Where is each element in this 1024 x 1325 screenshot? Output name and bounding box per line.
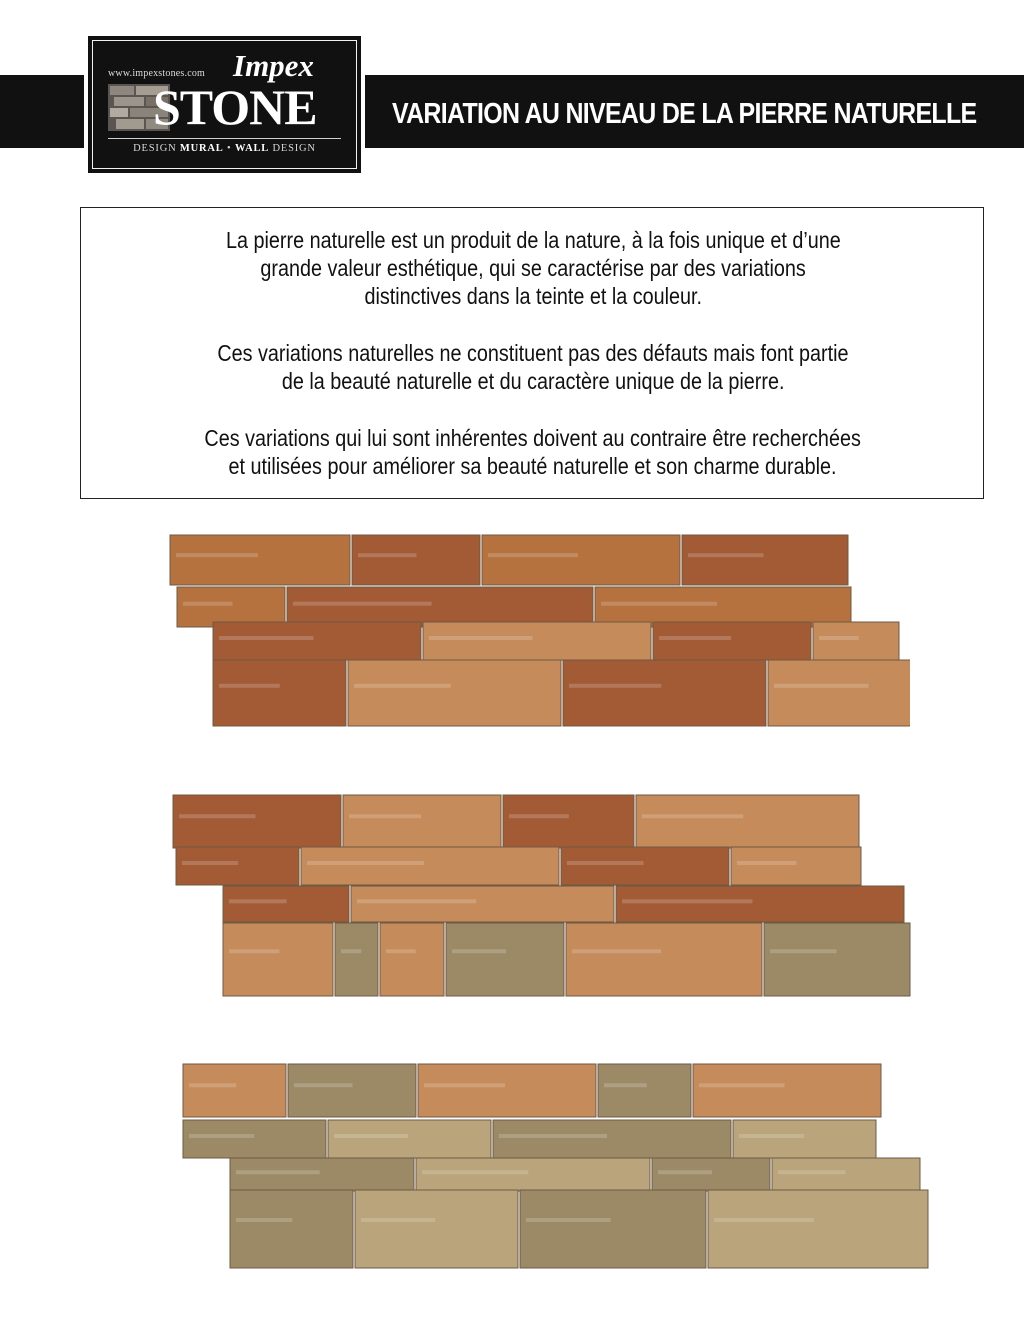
stone-block <box>682 535 848 585</box>
stone-block <box>213 660 346 726</box>
intro-p3-line-2: et utilisées pour améliorer sa beauté naturelle et son charme durable. <box>228 453 838 479</box>
stone-texture <box>509 814 569 818</box>
logo-tagline <box>108 143 341 154</box>
stone-block <box>301 847 559 885</box>
stone-block <box>380 923 444 996</box>
tagline-wall: WALL <box>234 143 270 154</box>
stone-texture <box>236 1218 292 1222</box>
stone-texture <box>778 1170 846 1174</box>
stone-texture <box>601 602 717 606</box>
stone-texture <box>699 1083 785 1087</box>
stone-block <box>170 535 350 585</box>
stone-texture <box>739 1134 804 1138</box>
tagline-design: DESIGN <box>133 143 177 154</box>
stone-texture <box>229 949 279 953</box>
stone-texture <box>604 1083 647 1087</box>
stone-texture <box>293 602 432 606</box>
stone-texture <box>334 1134 408 1138</box>
stone-block <box>351 886 614 922</box>
stone-block <box>493 1120 731 1158</box>
stone-block <box>223 923 333 996</box>
stone-texture <box>658 1170 712 1174</box>
stone-block <box>183 1064 286 1117</box>
stone-texture <box>569 684 661 688</box>
stone-block <box>708 1190 928 1268</box>
stone-block <box>213 622 421 660</box>
stone-texture <box>819 636 859 640</box>
stone-block <box>423 622 651 660</box>
stone-texture <box>176 553 258 557</box>
stone-texture <box>429 636 533 640</box>
stone-texture <box>236 1170 320 1174</box>
stone-block <box>636 795 859 848</box>
stone-texture <box>714 1218 814 1222</box>
stone-texture <box>572 949 661 953</box>
stone-texture <box>349 814 421 818</box>
stone-block <box>595 587 851 627</box>
stone-texture <box>622 899 753 903</box>
stone-block <box>348 660 561 726</box>
intro-paragraph-3 <box>100 424 966 480</box>
stone-block <box>731 847 861 885</box>
stone-panel-3 <box>175 1058 930 1273</box>
stone-texture <box>182 861 238 865</box>
stone-texture <box>189 1134 254 1138</box>
stone-texture <box>341 949 361 953</box>
stone-texture <box>567 861 644 865</box>
stone-block <box>352 535 480 585</box>
logo-inner <box>88 36 361 173</box>
stone-block <box>768 660 910 726</box>
stone-texture <box>424 1083 505 1087</box>
stone-texture <box>361 1218 435 1222</box>
stone-block <box>733 1120 876 1158</box>
stone-texture <box>294 1083 353 1087</box>
stone-block <box>176 847 299 885</box>
stone-block <box>764 923 910 996</box>
stone-texture <box>386 949 416 953</box>
stone-texture <box>219 636 314 640</box>
stone-texture <box>499 1134 607 1138</box>
logo-url: www.impexstones.com <box>108 68 206 79</box>
stone-texture <box>354 684 451 688</box>
stone-block <box>503 795 634 848</box>
tagline-design-2: DESIGN <box>272 143 316 154</box>
stone-texture <box>307 861 424 865</box>
stone-block <box>416 1158 650 1191</box>
stone-texture <box>452 949 506 953</box>
page-title: VARIATION AU NIVEAU DE LA PIERRE NATURELLE <box>392 98 977 130</box>
stone-texture <box>357 899 476 903</box>
stone-texture <box>659 636 731 640</box>
logo-brand-main: STONE <box>153 79 317 135</box>
stone-texture <box>737 861 796 865</box>
stone-texture <box>219 684 280 688</box>
tagline-separator: • <box>227 143 232 154</box>
stone-block <box>287 587 593 627</box>
stone-block <box>328 1120 491 1158</box>
stone-texture <box>229 899 287 903</box>
stone-block <box>230 1158 414 1191</box>
stone-block <box>598 1064 691 1117</box>
stone-block <box>561 847 729 885</box>
intro-paragraph-2 <box>100 339 966 395</box>
stone-texture <box>179 814 256 818</box>
stone-block <box>223 886 349 922</box>
stone-block <box>813 622 899 660</box>
stone-block <box>693 1064 881 1117</box>
stone-block <box>653 622 811 660</box>
stone-block <box>520 1190 706 1268</box>
stone-block <box>230 1190 353 1268</box>
stone-texture <box>183 602 233 606</box>
stone-texture <box>774 684 869 688</box>
stone-block <box>446 923 564 996</box>
tagline-mural: MURAL <box>179 143 224 154</box>
intro-p1-line-1: La pierre naturelle est un produit de la nature, à la fois unique et d’une <box>225 227 841 253</box>
stone-texture <box>526 1218 611 1222</box>
stone-block <box>772 1158 920 1191</box>
stone-texture <box>422 1170 528 1174</box>
stone-panel-1 <box>165 530 910 735</box>
stone-texture <box>642 814 743 818</box>
stone-block <box>566 923 762 996</box>
stone-block <box>616 886 904 922</box>
intro-p3-line-1: Ces variations qui lui sont inhérentes doivent au contraire être recherchées <box>204 425 862 451</box>
stone-block <box>288 1064 416 1117</box>
logo-divider <box>108 138 341 139</box>
stone-block <box>173 795 341 848</box>
stone-block <box>652 1158 770 1191</box>
stone-texture <box>688 553 764 557</box>
stone-texture <box>488 553 578 557</box>
intro-p1-line-2: grande valeur esthétique, qui se caractérise par des variations <box>260 255 806 281</box>
stone-block <box>355 1190 518 1268</box>
stone-panel-2 <box>168 790 913 1005</box>
stone-texture <box>358 553 417 557</box>
stone-block <box>482 535 680 585</box>
impex-stone-logo <box>84 32 365 177</box>
logo-brand-script: Impex <box>233 48 314 83</box>
intro-paragraph-1 <box>100 226 966 310</box>
intro-p2-line-2: de la beauté naturelle et du caractère unique de la pierre. <box>281 368 785 394</box>
intro-p2-line-1: Ces variations naturelles ne constituent pas des défauts mais font partie <box>217 340 849 366</box>
stone-block <box>177 587 285 627</box>
stone-block <box>563 660 766 726</box>
intro-text-box <box>80 207 984 499</box>
stone-block <box>183 1120 326 1158</box>
stone-block <box>335 923 378 996</box>
stone-block <box>418 1064 596 1117</box>
stone-texture <box>189 1083 236 1087</box>
stone-block <box>343 795 501 848</box>
stone-texture <box>770 949 837 953</box>
intro-p1-line-3: distinctives dans la teinte et la couleur. <box>364 283 702 309</box>
